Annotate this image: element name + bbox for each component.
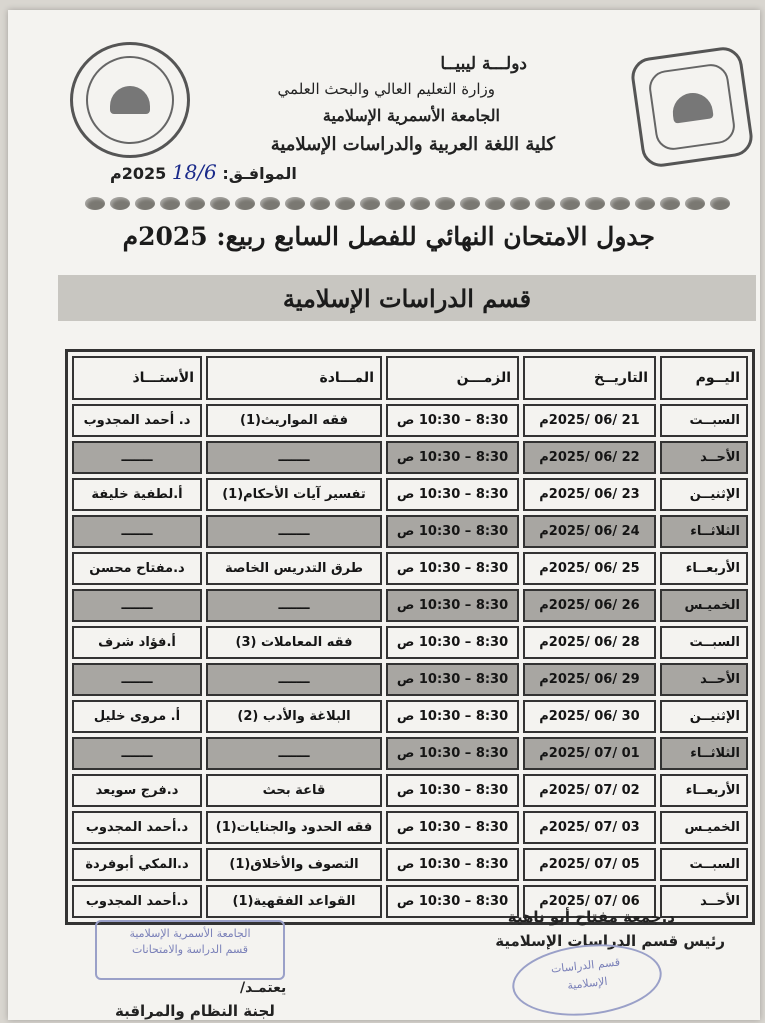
header-state: دولـــة ليبيــا (440, 54, 527, 74)
cell-day: الخميـس (660, 811, 748, 844)
cell-time: 8:30 – 10:30 ص (386, 404, 519, 437)
cell-subject: قاعة بحث (206, 774, 382, 807)
cell-time: 8:30 – 10:30 ص (386, 515, 519, 548)
cell-time: 8:30 – 10:30 ص (386, 663, 519, 696)
table-row (72, 774, 748, 807)
cell-date: 29 /06 /2025م (523, 663, 656, 696)
cell-subject: تفسير آيات الأحكام(1) (206, 478, 382, 511)
table-row (72, 515, 748, 548)
cell-time: 8:30 – 10:30 ص (386, 441, 519, 474)
header-day: اليــوم (660, 356, 748, 400)
date-year: 2025م (110, 164, 167, 183)
bead-ornament (660, 197, 680, 210)
bead-ornament (385, 197, 405, 210)
cell-subject: فقه المعاملات (3) (206, 626, 382, 659)
bead-ornament (410, 197, 430, 210)
cell-day: الثلاثــاء (660, 737, 748, 770)
stamp-line: الجامعة الأسمرية الإسلامية (129, 927, 251, 940)
cell-day: السبــت (660, 626, 748, 659)
header-faculty: كلية اللغة العربية والدراسات الإسلامية (270, 134, 555, 155)
bead-ornament (635, 197, 655, 210)
bead-ornament (435, 197, 455, 210)
table-row (72, 552, 748, 585)
cell-professor: أ. مروى خليل (72, 700, 202, 733)
cell-subject: ـــــــ (206, 515, 382, 548)
committee-label: لجنة النظام والمراقبة (115, 1002, 275, 1020)
cell-date: 23 /06 /2025م (523, 478, 656, 511)
signature-position: رئيس قسم الدراسات الإسلامية (495, 932, 725, 950)
bead-ornament (535, 197, 555, 210)
cell-subject: ـــــــ (206, 663, 382, 696)
cell-day: السبــت (660, 848, 748, 881)
cell-time: 8:30 – 10:30 ص (386, 552, 519, 585)
bead-ornament (85, 197, 105, 210)
date-handwritten: 18/6 (171, 160, 217, 184)
page-title: جدول الامتحان النهائي للفصل السابع ربيع: 2025م (122, 222, 655, 251)
cell-day: الأربعــاء (660, 774, 748, 807)
header-time: الزمـــن (386, 356, 519, 400)
cell-subject: طرق التدريس الخاصة (206, 552, 382, 585)
cell-professor: أ.لطفية خليفة (72, 478, 202, 511)
cell-date: 30 /06 /2025م (523, 700, 656, 733)
mosque-dome-icon (110, 86, 150, 114)
cell-subject: فقه المواريث(1) (206, 404, 382, 437)
table-row (72, 441, 748, 474)
table-row (72, 700, 748, 733)
table-row (72, 811, 748, 844)
seal-inner-ring (86, 56, 174, 144)
cell-date: 25 /06 /2025م (523, 552, 656, 585)
date-label: الموافـق: (222, 164, 297, 183)
cell-day: الأربعــاء (660, 552, 748, 585)
bead-ornament (285, 197, 305, 210)
cell-day: الأحــد (660, 663, 748, 696)
cell-subject: القواعد الفقهية(1) (206, 885, 382, 918)
cell-date: 22 /06 /2025م (523, 441, 656, 474)
cell-subject: ـــــــ (206, 737, 382, 770)
exam-office-stamp (95, 920, 285, 980)
stamp-line: قسم الدراسة والامتحانات (131, 943, 249, 956)
cell-time: 8:30 – 10:30 ص (386, 478, 519, 511)
bead-ornament (560, 197, 580, 210)
bead-ornament (360, 197, 380, 210)
table-row (72, 626, 748, 659)
approval-label: يعتمـد/ (240, 980, 287, 996)
cell-professor: ـــــــ (72, 441, 202, 474)
bead-ornament (185, 197, 205, 210)
header-date (110, 160, 297, 184)
stamp-line: قسم الدراسات (550, 955, 621, 976)
bead-ornament (685, 197, 705, 210)
cell-day: الإثنيــن (660, 478, 748, 511)
cell-subject: البلاغة والأدب (2) (206, 700, 382, 733)
cell-time: 8:30 – 10:30 ص (386, 811, 519, 844)
seal-inner-ring (647, 62, 737, 152)
cell-day: الأحــد (660, 885, 748, 918)
bead-ornament (710, 197, 730, 210)
cell-professor: أ.فؤاد شرف (72, 626, 202, 659)
bead-ornament (160, 197, 180, 210)
table-header-row (72, 356, 748, 400)
cell-time: 8:30 – 10:30 ص (386, 774, 519, 807)
table-row (72, 737, 748, 770)
cell-professor: د.مفتاح محسن (72, 552, 202, 585)
cell-date: 24 /06 /2025م (523, 515, 656, 548)
cell-day: السبــت (660, 404, 748, 437)
bead-ornament (135, 197, 155, 210)
cell-date: 21 /06 /2025م (523, 404, 656, 437)
exam-schedule-table (65, 349, 755, 925)
cell-subject: التصوف والأخلاق(1) (206, 848, 382, 881)
signature-name: د.جمعة مفتاح أبو ناهية (507, 908, 675, 926)
table-row (72, 663, 748, 696)
decorative-bead-divider (85, 192, 730, 214)
university-seal-logo (629, 45, 755, 170)
cell-professor: ـــــــ (72, 663, 202, 696)
header-professor: الأستـــاذ (72, 356, 202, 400)
cell-professor: ـــــــ (72, 589, 202, 622)
table-row (72, 589, 748, 622)
cell-professor: د.المكي أبوفردة (72, 848, 202, 881)
bead-ornament (235, 197, 255, 210)
cell-day: الخميـس (660, 589, 748, 622)
cell-time: 8:30 – 10:30 ص (386, 626, 519, 659)
bead-ornament (210, 197, 230, 210)
cell-day: الإثنيــن (660, 700, 748, 733)
table-row (72, 848, 748, 881)
cell-professor: د. أحمد المجدوب (72, 404, 202, 437)
cell-professor: د.أحمد المجدوب (72, 811, 202, 844)
table-row (72, 404, 748, 437)
cell-day: الثلاثــاء (660, 515, 748, 548)
cell-date: 28 /06 /2025م (523, 626, 656, 659)
cell-subject: ـــــــ (206, 441, 382, 474)
faculty-seal-logo (70, 42, 190, 158)
cell-time: 8:30 – 10:30 ص (386, 589, 519, 622)
department-banner (58, 275, 756, 321)
cell-date: 02 /07 /2025م (523, 774, 656, 807)
table-row (72, 478, 748, 511)
cell-date: 01 /07 /2025م (523, 737, 656, 770)
cell-professor: ـــــــ (72, 515, 202, 548)
bead-ornament (485, 197, 505, 210)
header-university: الجامعة الأسمرية الإسلامية (322, 106, 500, 125)
cell-time: 8:30 – 10:30 ص (386, 885, 519, 918)
cell-time: 8:30 – 10:30 ص (386, 737, 519, 770)
header-date: التاريــخ (523, 356, 656, 400)
cell-professor: ـــــــ (72, 737, 202, 770)
bead-ornament (260, 197, 280, 210)
cell-date: 03 /07 /2025م (523, 811, 656, 844)
bead-ornament (610, 197, 630, 210)
cell-subject: فقه الحدود والجنايات(1) (206, 811, 382, 844)
cell-date: 06 /07 /2025م (523, 885, 656, 918)
bead-ornament (310, 197, 330, 210)
bead-ornament (460, 197, 480, 210)
cell-subject: ـــــــ (206, 589, 382, 622)
bead-ornament (335, 197, 355, 210)
department-title: قسم الدراسات الإسلامية (282, 283, 532, 313)
cell-day: الأحــد (660, 441, 748, 474)
cell-professor: د.فرج سويعد (72, 774, 202, 807)
cell-professor: د.أحمد المجدوب (72, 885, 202, 918)
header-ministry: وزارة التعليم العالي والبحث العلمي (277, 80, 495, 98)
cell-date: 26 /06 /2025م (523, 589, 656, 622)
cell-date: 05 /07 /2025م (523, 848, 656, 881)
cell-time: 8:30 – 10:30 ص (386, 848, 519, 881)
bead-ornament (110, 197, 130, 210)
bead-ornament (585, 197, 605, 210)
bead-ornament (510, 197, 530, 210)
stamp-line: الإسلامية (566, 974, 609, 993)
header-subject: المـــادة (206, 356, 382, 400)
cell-time: 8:30 – 10:30 ص (386, 700, 519, 733)
mosque-dome-icon (670, 90, 714, 123)
